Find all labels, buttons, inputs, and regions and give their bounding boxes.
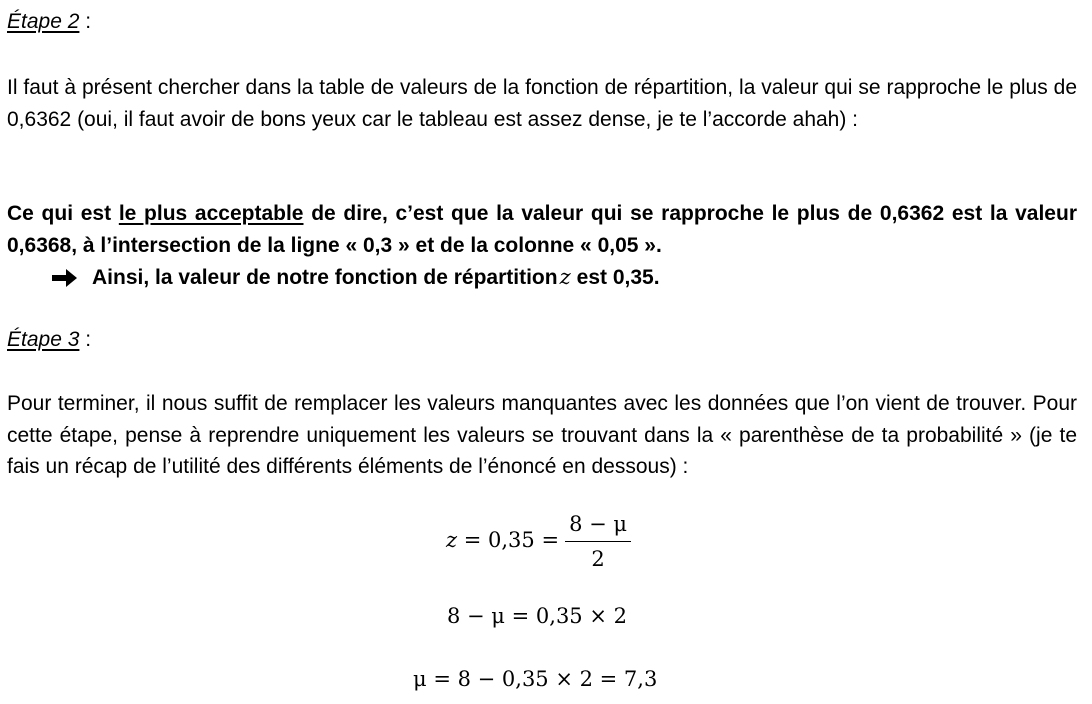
equation-1-numerator: 8 − μ <box>565 511 631 542</box>
step2-paragraph: Il faut à présent chercher dans la table de valeurs de la fonction de répartition, la valeur qui se rapproche le plus de 0,6362 (oui, il faut avoir de bons yeux car le tableau est assez dense, je te l’accorde ahah) : <box>7 76 1077 131</box>
document-page <box>7 0 1077 704</box>
equation-1-lhs: = 0,35 = <box>457 528 560 552</box>
equation-1-denominator: 2 <box>591 547 605 571</box>
equation-1-var: z <box>446 528 458 552</box>
step2-conclusion-end: de dire, c’est que la valeur qui se rapproche le plus de 0,6362 est la valeur 0,6368, à l’intersection de la ligne « 0,3 » et de la colonne « 0,05 ». <box>7 202 1077 257</box>
arrow-right-icon <box>52 268 78 288</box>
step2-result-start: Ainsi, la valeur de notre fonction de répartition <box>92 266 558 289</box>
equation-1-fraction <box>565 511 631 572</box>
equation-3: μ = 8 − 0,35 × 2 = 7,3 <box>413 667 658 691</box>
step2-result <box>52 262 660 293</box>
step3-heading <box>7 324 91 356</box>
step3-heading-colon: : <box>79 328 92 351</box>
step3-heading-label: Étape 3 <box>7 328 80 351</box>
step2-result-end: est 0,35. <box>576 266 660 289</box>
step2-result-var: z <box>559 265 571 289</box>
equation-2: 8 − μ = 0,35 × 2 <box>447 604 627 628</box>
equation-1 <box>446 511 631 572</box>
step2-conclusion <box>7 198 1077 261</box>
step2-conclusion-start: Ce qui est <box>7 202 119 225</box>
step2-heading-label: Étape 2 <box>7 10 80 33</box>
step2-heading-colon: : <box>79 10 92 33</box>
step3-paragraph: Pour terminer, il nous suffit de remplacer les valeurs manquantes avec les données que l’on vient de trouver. Pour cette étape, pense à reprendre uniquement les valeurs se trouvant dans la « parenthèse de ta probabilité » (je te fais un récap de l’utilité des différents éléments de l’énoncé en dessous) : <box>7 392 1077 479</box>
step2-conclusion-underlined: le plus acceptable <box>118 202 304 225</box>
step2-heading <box>7 6 91 38</box>
